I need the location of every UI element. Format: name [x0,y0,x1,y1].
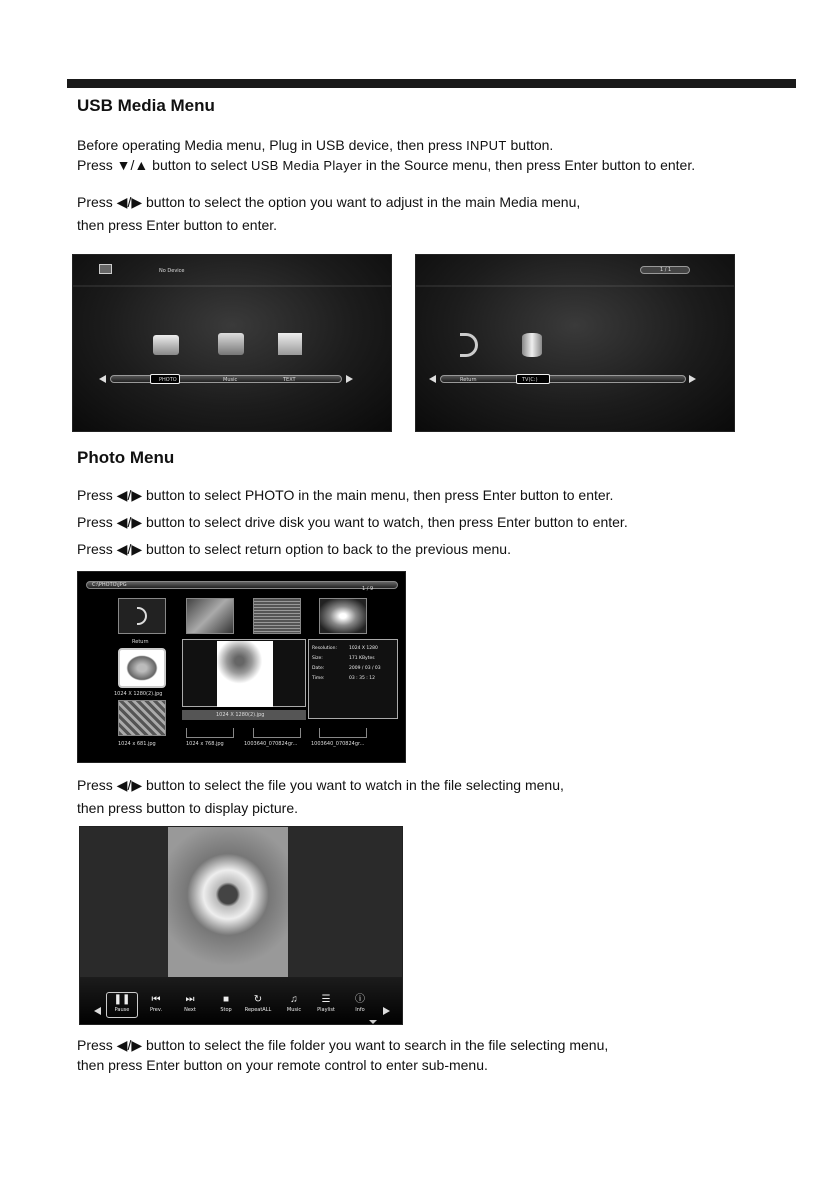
file-thumb-edges [319,728,367,738]
usb-device-icon [99,264,112,274]
media-main-screen [72,254,392,432]
page-indicator-text: 1 / 1 [660,267,672,273]
browser-page-text: 1 / 9 [362,586,374,592]
menu-item-music[interactable]: Music [223,377,238,383]
right-arrow-icon[interactable] [689,375,696,383]
return-arrow-icon [137,607,147,625]
info-value: 03 : 35 : 12 [349,676,375,681]
photo-player-screen [79,826,403,1025]
file-select-line-1: Press ◀/▶ button to select the file you want to watch in the file selecting menu, [77,777,564,793]
path-bar [86,581,398,589]
playlist-icon: ☰ [321,994,331,1005]
usb-line-1: Before operating Media menu, Plug in USB device, then press INPUT button. [77,137,554,153]
info-label: Date: [312,666,325,671]
usb-media-heading: USB Media Menu [77,96,215,115]
music-player-icon[interactable] [218,333,244,355]
right-arrow-icon[interactable] [383,1007,390,1015]
file-thumb[interactable] [253,598,301,634]
info-icon: ⓘ [355,994,365,1005]
repeat-label: RepeatALL [244,1007,272,1013]
selected-file-name[interactable]: 1024 X 1280(2).jpg [114,691,163,697]
menu-item-return[interactable]: Return [460,377,477,383]
menu-item-photo[interactable]: PHOTO [159,377,177,383]
drive-select-screen [415,254,735,432]
next-button[interactable] [176,994,204,1018]
photo-line-1: Press ◀/▶ button to select PHOTO in the main menu, then press Enter button to enter. [77,487,614,503]
info-label: Info [355,1007,365,1013]
file-name[interactable]: 1024 x 768.jpg [186,741,224,747]
device-status: No Device [159,268,185,274]
music-label: Music [286,1007,302,1013]
path-text: C:\PHOTO\JPG [92,582,127,588]
repeat-icon: ↻ [253,994,263,1005]
file-thumb-edges [253,728,301,738]
music-button[interactable] [280,994,308,1018]
preview-caption: 1024 X 1280(2).jpg [216,712,265,718]
right-arrow-icon[interactable] [346,375,353,383]
left-arrow-icon[interactable] [94,1007,101,1015]
menu-item-text[interactable]: TEXT [283,377,296,383]
info-value: 171 KBytes [349,656,375,661]
file-select-line-2: then press button to display picture. [77,800,299,816]
info-label: Resolution: [312,646,338,651]
return-arrow-icon[interactable] [460,333,478,357]
info-value: 2009 / 03 / 03 [349,666,381,671]
folder-select-line-2: then press Enter button on your remote control to enter sub-menu. [77,1057,488,1073]
prev-icon: ⏮ [151,994,161,1005]
photo-line-3: Press ◀/▶ button to select return option to back to the previous menu. [77,541,511,557]
playlist-label: Playlist [317,1007,335,1013]
prev-label: Prev. [149,1007,163,1013]
return-thumb[interactable] [118,598,166,634]
drive-cylinder-icon[interactable] [522,333,542,357]
selected-file-thumb[interactable] [118,648,166,688]
file-thumb[interactable] [186,598,234,634]
usb-line-3: Press ◀/▶ button to select the option you want to adjust in the main Media menu, [77,194,581,210]
file-thumb[interactable] [118,700,166,736]
info-value: 1024 X 1280 [349,646,378,651]
file-name[interactable]: 1003640_070824gr... [244,741,298,747]
next-icon: ⏭ [185,994,195,1005]
usb-line-2: Press ▼/▲ button to select USB Media Player in the Source menu, then press Enter button to enter. [77,157,696,173]
usb-line-4: then press Enter button to enter. [77,217,278,233]
left-arrow-icon[interactable] [429,375,436,383]
info-label: Time: [312,676,325,681]
pause-icon: ❚❚ [113,994,131,1005]
file-thumb[interactable] [319,598,367,634]
section-rule [67,79,796,88]
playlist-button[interactable] [312,994,340,1018]
info-label: Size: [312,656,323,661]
stop-button[interactable] [212,994,240,1018]
preview-pane [182,639,306,707]
file-thumb-edges [186,728,234,738]
photo-menu-heading: Photo Menu [77,448,175,467]
pause-button[interactable] [108,994,136,1018]
stop-icon: ■ [222,994,230,1005]
down-arrow-icon [369,1020,377,1024]
menu-item-drive[interactable]: TV(C:) [522,377,538,383]
photo-browser-screen [77,571,406,763]
drive-menu-bar [440,375,686,383]
folder-select-line-1: Press ◀/▶ button to select the file folder you want to search in the file selecting menu, [77,1037,609,1053]
left-arrow-icon[interactable] [99,375,106,383]
prev-button[interactable] [142,994,170,1018]
repeat-button[interactable] [244,994,272,1018]
text-document-icon[interactable] [278,333,302,355]
file-name[interactable]: 1003640_070824gr... [311,741,365,747]
displayed-picture [168,827,288,977]
file-name[interactable]: 1024 x 681.jpg [118,741,156,747]
preview-image [217,641,273,707]
stop-label: Stop [220,1007,232,1013]
info-button[interactable] [346,994,374,1018]
next-label: Next [184,1007,196,1013]
pause-label: Pause [114,1007,130,1013]
photo-camera-icon[interactable] [153,335,179,355]
file-info-panel [308,639,398,719]
photo-line-2: Press ◀/▶ button to select drive disk you want to watch, then press Enter button to enter. [77,514,628,530]
music-icon: ♫ [290,994,298,1005]
return-label[interactable]: Return [132,639,149,645]
